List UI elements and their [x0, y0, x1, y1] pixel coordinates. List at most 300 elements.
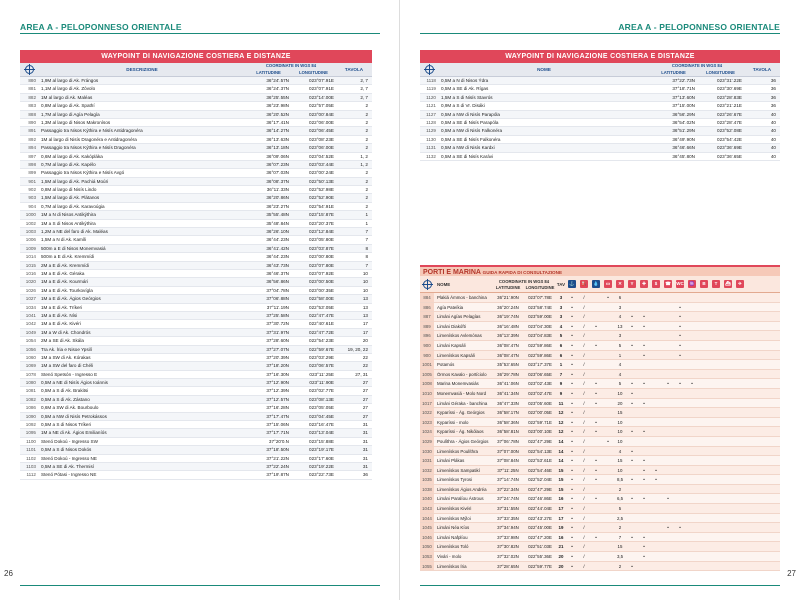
- port-latitude: 35°53'.65N: [497, 362, 519, 368]
- port-name: Poulíthra - Ágios Geórgios: [437, 438, 489, 444]
- waypoint-tavola: 40: [770, 145, 776, 151]
- waypoint-number: 1002: [25, 220, 36, 226]
- waypoint-table: [420, 50, 780, 161]
- port-service-cell: [698, 437, 710, 446]
- port-service-cell: 4: [618, 314, 622, 320]
- port-latitude: 36°29'.78N: [497, 371, 519, 377]
- port-service-cell: [674, 408, 686, 417]
- waypoint-number: 1119: [426, 86, 436, 92]
- waypoint-number: 894: [28, 145, 36, 151]
- port-service-cell: [662, 303, 674, 312]
- port-latitude: 37°24'.74N: [497, 496, 519, 502]
- waypoint-number: 1132: [426, 153, 436, 159]
- port-service-cell: •: [571, 410, 573, 416]
- port-service-cell: [590, 542, 602, 551]
- port-service-cell: 10: [617, 467, 623, 473]
- port-service-cell: •: [595, 458, 597, 464]
- waypoint-description: 0,5M a SE di Nisís Parapóla: [441, 119, 499, 125]
- waypoint-tavola: 36: [770, 78, 776, 83]
- port-service-cell: /: [583, 295, 585, 300]
- waypoint-number: 1095: [25, 430, 36, 436]
- waypoint-longitude: 023°07'.92E: [309, 270, 334, 276]
- port-longitude: 023°07'.78E: [528, 295, 552, 300]
- port-service-cell: •: [667, 525, 669, 531]
- waypoint-description: 1M al largo di Ak. Maléas: [41, 94, 93, 100]
- waypoint-latitude: 37°15'.00N: [672, 103, 695, 109]
- waypoint-tavola: 27: [362, 405, 368, 411]
- waypoint-latitude: 36°13'.18N: [266, 145, 289, 151]
- waypoint-tavola: 7: [365, 229, 368, 235]
- waypoint-description: 1M a SW del faro di Chéli: [41, 363, 94, 369]
- waypoint-longitude: 023°00'.50E: [309, 279, 334, 285]
- port-service-cell: •: [643, 467, 645, 473]
- port-service-cell: [686, 312, 698, 321]
- port-longitude: 022°54'.46E: [528, 467, 552, 473]
- waypoint-tavola: 13: [362, 312, 368, 318]
- port-service-cell: •: [679, 314, 681, 320]
- port-service-cell: [638, 504, 650, 513]
- port-latitude: 36°16'.48N: [497, 323, 519, 329]
- table-row: [20, 236, 372, 244]
- waypoint-longitude: 023°00'.80E: [309, 254, 334, 260]
- port-service-cell: [650, 389, 662, 398]
- port-name: Agía Pateíkia: [437, 304, 464, 310]
- port-service-cell: [602, 418, 614, 427]
- waypoint-tavola: 2: [365, 195, 368, 201]
- port-service-cell: [662, 322, 674, 331]
- waypoint-tavola: 22: [362, 363, 368, 369]
- port-service-cell: [662, 437, 674, 446]
- port-service-cell: [662, 389, 674, 398]
- waypoint-number: 1090: [25, 413, 36, 419]
- port-service-cell: [662, 485, 674, 494]
- port-service-cell: •: [643, 352, 645, 358]
- bus-icon: B: [700, 280, 708, 288]
- port-service-cell: •: [643, 554, 645, 560]
- port-longitude: 022°47'.29E: [528, 486, 552, 492]
- waypoint-number: 1078: [25, 371, 36, 377]
- port-service-cell: [686, 389, 698, 398]
- port-longitude: 023°04'.83E: [528, 333, 552, 339]
- waypoint-longitude: 023°19'.17E: [309, 447, 334, 453]
- port-service-cell: •: [595, 534, 597, 540]
- port-row: [420, 504, 780, 514]
- waypoint-latitude: 36°09'.06N: [266, 153, 289, 159]
- port-service-cell: 5: [618, 506, 622, 512]
- port-service-cell: [602, 475, 614, 484]
- port-tav: 4: [559, 323, 563, 329]
- port-service-cell: [698, 370, 710, 379]
- waypoint-latitude: 36°41'.42N: [266, 245, 289, 251]
- port-service-cell: [662, 447, 674, 456]
- port-service-cell: [674, 360, 686, 369]
- port-number: 887: [420, 312, 434, 321]
- port-service-cell: /: [583, 534, 585, 540]
- port-latitude: 36°08'.47N: [497, 352, 519, 358]
- port-service-cell: [626, 370, 638, 379]
- waypoint-number: 901: [28, 178, 36, 184]
- waypoint-number: 1027: [25, 296, 36, 302]
- port-service-cell: •: [679, 525, 681, 531]
- port-row: [420, 351, 780, 361]
- table-row: [20, 362, 372, 370]
- port-service-cell: [638, 447, 650, 456]
- port-service-cell: [602, 552, 614, 561]
- table-row: [20, 287, 372, 295]
- port-service-cell: •: [571, 438, 573, 444]
- port-service-cell: [650, 331, 662, 340]
- waypoint-description: 0,7M al largo di Ak. Karavoúgia: [41, 203, 105, 209]
- waypoint-description: 0,9M a S di Vr. Disáki: [441, 103, 485, 109]
- port-service-cell: [602, 523, 614, 532]
- port-row: [420, 562, 780, 572]
- waypoint-tavola: 36: [770, 86, 776, 92]
- waypoint-number: 902: [28, 187, 36, 193]
- header-rule: [420, 33, 780, 34]
- port-service-cell: [626, 408, 638, 417]
- ports-subtitle: GUIDA RAPIDA DI CONSULTAZIONE: [482, 270, 563, 275]
- waypoint-longitude: 023°06'.00E: [309, 145, 334, 151]
- table-row: [20, 404, 372, 412]
- port-service-cell: /: [583, 314, 585, 320]
- port-service-cell: [686, 341, 698, 350]
- port-number: 1045: [420, 523, 434, 532]
- port-service-cell: [662, 312, 674, 321]
- waypoint-latitude: 36°43'.73N: [266, 262, 289, 268]
- port-service-cell: [602, 562, 614, 571]
- port-tav: 16: [558, 534, 564, 540]
- port-service-cell: /: [583, 371, 585, 377]
- table-row: [20, 329, 372, 337]
- port-row: [420, 552, 780, 562]
- waypoint-number: 1015: [25, 262, 36, 268]
- waypoint-longitude: 023°21'.21E: [717, 103, 742, 109]
- port-service-cell: [686, 456, 698, 465]
- port-service-cell: [686, 552, 698, 561]
- waypoint-tavola: 36: [362, 472, 368, 478]
- crosshair-icon-cell: [20, 63, 38, 76]
- waypoint-longitude: 022°53'.05E: [309, 304, 334, 310]
- table-row: [20, 228, 372, 236]
- port-service-cell: 20: [617, 400, 623, 406]
- port-row: [420, 447, 780, 457]
- waypoint-latitude: 36°07'.23N: [266, 161, 289, 167]
- port-service-cell: •: [631, 496, 633, 502]
- port-service-cell: [650, 293, 662, 302]
- port-service-cell: [602, 341, 614, 350]
- table-row: [20, 102, 372, 110]
- port-service-cell: •: [643, 429, 645, 435]
- column-header-description: DESCRIZIONE: [126, 67, 158, 72]
- waypoint-latitude: 37°12'.57N: [266, 396, 289, 402]
- fuel-icon-cell: [578, 276, 590, 292]
- waypoint-number: 1112: [26, 472, 36, 478]
- port-longitude: 023°06'.65E: [528, 371, 552, 377]
- port-service-cell: [698, 351, 710, 360]
- waypoint-longitude: 023°15'.87E: [309, 212, 334, 218]
- telephone-icon: ☎: [665, 281, 671, 286]
- waypoint-description: 1,5M al largo di Ak. Pachiá Moúri: [41, 178, 109, 184]
- port-service-cell: •: [571, 525, 573, 531]
- port-service-cell: •: [571, 390, 573, 396]
- port-tav: 15: [558, 486, 564, 492]
- port-service-cell: [674, 456, 686, 465]
- waypoint-longitude: 023°36'.65E: [717, 153, 742, 159]
- waypoint-description: 1,1M al largo di Ak. Zóvolo: [41, 86, 96, 92]
- airport-icon-cell: [734, 276, 746, 292]
- port-service-cell: •: [667, 381, 669, 387]
- port-service-cell: [650, 351, 662, 360]
- waypoint-description: 500m a E di Nisos Monemvasiá: [41, 245, 106, 251]
- port-service-cell: [626, 514, 638, 523]
- port-service-cell: [674, 504, 686, 513]
- waypoint-latitude: 37°18'.71N: [672, 86, 695, 92]
- port-service-cell: [674, 494, 686, 503]
- waypoint-tavola: 40: [770, 111, 776, 117]
- waypoint-number: 1054: [25, 338, 36, 344]
- port-longitude: 022°59'.86E: [528, 342, 552, 348]
- port-service-cell: [686, 418, 698, 427]
- port-service-cell: •: [571, 400, 573, 406]
- port-tav: 3: [559, 304, 563, 310]
- port-service-cell: /: [583, 486, 585, 492]
- port-service-cell: •: [607, 438, 609, 444]
- port-service-cell: [602, 303, 614, 312]
- port-row: [420, 542, 780, 552]
- port-number: 1008: [420, 379, 434, 388]
- port-service-cell: [662, 341, 674, 350]
- port-service-cell: [674, 514, 686, 523]
- table-row: [20, 346, 372, 354]
- port-service-cell: [650, 447, 662, 456]
- port-service-cell: [698, 523, 710, 532]
- port-service-cell: •: [595, 400, 597, 406]
- port-row: [420, 523, 780, 533]
- port-service-cell: •: [595, 342, 597, 348]
- port-service-cell: /: [583, 342, 585, 348]
- port-number: 1023: [420, 418, 434, 427]
- port-service-cell: [698, 331, 710, 340]
- port-tav: 9: [559, 381, 563, 387]
- port-service-cell: [686, 485, 698, 494]
- port-service-cell: /: [583, 477, 585, 483]
- bank-icon-cell: [650, 276, 662, 292]
- port-service-cell: •: [571, 352, 573, 358]
- right-page: [400, 0, 800, 600]
- port-tav: 20: [558, 554, 564, 560]
- waypoint-latitude: 36°25'.55N: [266, 94, 289, 100]
- port-service-cell: [698, 494, 710, 503]
- port-service-cell: [674, 389, 686, 398]
- port-row: [420, 514, 780, 524]
- waypoint-latitude: 37°22'.73N: [672, 78, 695, 83]
- port-number: 1046: [420, 533, 434, 542]
- table-row: [20, 136, 372, 144]
- wc-icon: WC: [676, 281, 684, 286]
- table-row: [20, 119, 372, 127]
- waypoint-description: Tra Ak. Íria e Nisoe Ypsilí: [41, 346, 92, 352]
- waypoint-longitude: 023°07'.80E: [309, 262, 334, 268]
- port-latitude: 37°22'.34N: [497, 486, 519, 492]
- taxi-icon: T: [712, 280, 720, 288]
- port-row: [420, 303, 780, 313]
- port-longitude: 023°05'.60E: [528, 400, 552, 406]
- column-header-coordinates: [492, 276, 556, 292]
- port-name: Kyparíssi - molo: [437, 419, 469, 425]
- waypoint-description: 0,5M a NE di Nisís Ágios Ioánnis: [41, 380, 108, 386]
- port-number: 886: [420, 303, 434, 312]
- waypoint-tavola: 22: [362, 354, 368, 360]
- port-service-cell: 10: [617, 419, 623, 425]
- port-service-cell: [686, 533, 698, 542]
- ports-title-text: PORTI E MARINA: [423, 269, 481, 276]
- port-service-cell: •: [571, 477, 573, 483]
- waypoint-number: 1129: [426, 128, 436, 134]
- waypoint-longitude: 023°30'.69E: [717, 86, 742, 92]
- port-service-cell: •: [631, 477, 633, 483]
- shop-icon-cell: [602, 276, 614, 292]
- shower-icon-cell: [686, 276, 698, 292]
- port-service-cell: [650, 542, 662, 551]
- port-tav: 15: [558, 467, 564, 473]
- area-title: AREA A - PELOPONNESO ORIENTALE: [20, 22, 182, 32]
- port-service-cell: [626, 303, 638, 312]
- port-row: [420, 408, 780, 418]
- ferry-icon-cell: [722, 276, 734, 292]
- port-service-cell: •: [643, 496, 645, 502]
- waypoint-latitude: 36°20'.52N: [266, 111, 289, 117]
- port-longitude: 022°46'.86E: [528, 496, 552, 502]
- port-service-cell: /: [583, 390, 585, 396]
- waypoint-number: 888: [28, 111, 36, 117]
- fuel-icon: ⛽: [581, 281, 587, 286]
- table-row: [20, 211, 372, 219]
- waypoint-description: 0,8M al largo di Ak. Spathí: [41, 103, 95, 109]
- waypoint-latitude: 36°11'.33N: [266, 187, 289, 193]
- waypoint-longitude: 022°52'.90E: [309, 195, 334, 201]
- port-service-cell: •: [595, 323, 597, 329]
- port-service-cell: [602, 466, 614, 475]
- waypoint-number: 1034: [25, 304, 36, 310]
- waypoint-latitude: 37°30'.72N: [266, 321, 289, 327]
- port-service-cell: [590, 293, 602, 302]
- waypoint-tavola: 2: [365, 103, 368, 109]
- port-service-cell: [650, 504, 662, 513]
- waypoint-tavola: 13: [362, 304, 368, 310]
- port-service-cell: [686, 437, 698, 446]
- port-service-cell: [650, 437, 662, 446]
- waypoint-description: Passaggio tra Nisos Kýthira e Nisís Antidragonéra: [41, 128, 143, 134]
- table-body: [20, 77, 372, 480]
- column-header-tavola: TAVOLA: [344, 67, 364, 72]
- port-service-cell: [626, 351, 638, 360]
- waypoint-latitude: 37°16'.30N: [266, 371, 289, 377]
- waypoint-longitude: 023°17'.60E: [309, 455, 334, 461]
- port-row: [420, 331, 780, 341]
- port-service-cell: •: [607, 295, 609, 300]
- port-service-cell: /: [583, 323, 585, 329]
- waypoint-latitude: 36°14'.27N: [266, 128, 289, 134]
- port-service-cell: •: [655, 467, 657, 473]
- port-service-cell: •: [571, 304, 573, 310]
- restaurant-icon: ✕: [616, 280, 624, 288]
- port-service-cell: [602, 494, 614, 503]
- port-service-cell: •: [679, 333, 681, 339]
- waypoint-longitude: 023°13'.04E: [309, 430, 334, 436]
- port-service-cell: 3: [618, 333, 622, 339]
- port-service-cell: •: [643, 544, 645, 550]
- waypoint-tavola: 2: [365, 203, 368, 209]
- port-service-cell: •: [571, 506, 573, 512]
- waypoint-number: 1121: [426, 103, 436, 109]
- port-tav: 3: [559, 295, 563, 300]
- port-service-cell: •: [631, 323, 633, 329]
- port-service-cell: [650, 427, 662, 436]
- waypoint-latitude: 37°31'.97N: [266, 329, 289, 335]
- waypoint-description: 0,5M a NW di Nisís Falkonéra: [441, 128, 503, 134]
- table-row: [20, 312, 372, 320]
- ports-header: [420, 276, 780, 293]
- port-service-cell: [698, 399, 710, 408]
- ports-title: [420, 265, 780, 276]
- bank-icon: $: [652, 280, 660, 288]
- waypoint-tavola: 2, 7: [360, 86, 368, 92]
- port-name: Limenískos Kivéri: [437, 506, 472, 512]
- port-service-cell: [602, 514, 614, 523]
- waypoint-latitude: 37°28'.60N: [266, 338, 289, 344]
- latitude-header: LATITUDINE: [661, 70, 686, 75]
- port-latitude: 36°58'.81N: [497, 429, 519, 435]
- port-service-cell: •: [631, 400, 633, 406]
- port-latitude: 36°41'.06N: [497, 381, 519, 387]
- coord-header: COORDINATE IN WGS 84: [498, 279, 550, 284]
- port-service-cell: 10: [617, 390, 623, 396]
- port-latitude: 36°19'.74N: [497, 314, 519, 320]
- waypoint-latitude: 36°56'.29N: [672, 111, 695, 117]
- port-name: Limáni Kapsáli: [437, 342, 466, 348]
- port-tav: 6: [559, 342, 563, 348]
- port-service-cell: [662, 408, 674, 417]
- port-service-cell: [590, 331, 602, 340]
- port-service-cell: /: [583, 333, 585, 339]
- port-longitude: 022°00'.05E: [528, 410, 552, 416]
- crosshair-icon: [25, 65, 34, 74]
- port-longitude: 022°52'.04E: [528, 477, 552, 483]
- waypoint-longitude: 023°19'.22E: [309, 463, 334, 469]
- waypoint-latitude: 37°18'.20N: [266, 363, 289, 369]
- port-number: 1050: [420, 542, 434, 551]
- port-name: Kyparíssi - Ág. Nikólaos: [437, 429, 484, 435]
- table-row: [20, 178, 372, 186]
- port-service-cell: •: [571, 534, 573, 540]
- port-latitude: 37°32'.02N: [497, 554, 519, 560]
- port-service-cell: 2: [618, 525, 622, 531]
- port-service-cell: [662, 456, 674, 465]
- port-row: [420, 293, 780, 303]
- port-service-cell: 4: [618, 448, 622, 454]
- port-row: [420, 466, 780, 476]
- waypoint-longitude: 022°57'.05E: [309, 103, 334, 109]
- waypoint-number: 1056: [25, 346, 36, 352]
- port-service-cell: •: [679, 352, 681, 358]
- port-service-cell: [698, 514, 710, 523]
- port-latitude: 36°41'.34N: [497, 390, 519, 396]
- port-service-cell: [686, 523, 698, 532]
- waypoint-latitude: 36°26'.10N: [266, 229, 289, 235]
- waypoint-number: 1020: [25, 279, 36, 285]
- port-service-cell: •: [595, 429, 597, 435]
- port-service-cell: [638, 485, 650, 494]
